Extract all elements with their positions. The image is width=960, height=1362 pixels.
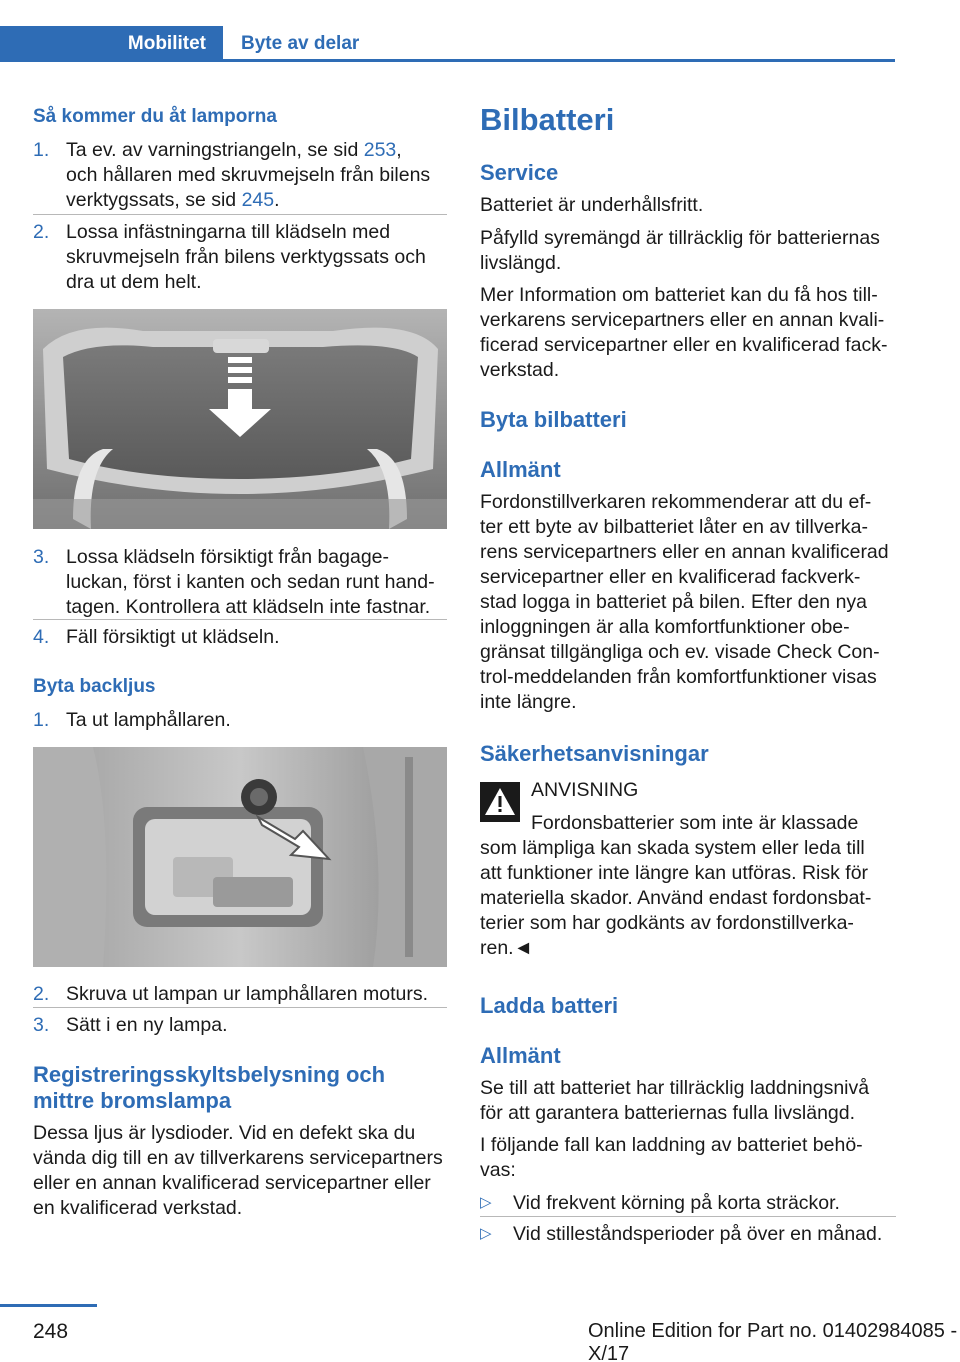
warning-label: ANVISNING <box>531 779 639 801</box>
edition-text: Online Edition for Part no. 01402984085 - X/17 <box>588 1320 958 1362</box>
heading-service: Service <box>480 160 559 185</box>
heading-general: Allmänt <box>480 457 561 482</box>
charge-p1: Se till att batteriet har tillräcklig laddningsnivå för att garantera batteriernas fulla livslängd. <box>480 1077 870 1124</box>
warning-icon <box>480 782 520 822</box>
heading-charge: Ladda batteri <box>480 993 619 1018</box>
page-number: 248 <box>33 1320 69 1343</box>
heading-replace-battery: Byta bilbatteri <box>480 407 627 432</box>
service-p3: Mer Information om batteriet kan du få hos till- verkarens servicepartners eller en annan kvali- ficerad servicepartner eller en kvalificerad fack- verkstad. <box>480 284 888 381</box>
heading-backlight: Byta backljus <box>33 676 156 697</box>
heading-plate-light: Registreringsskyltsbelysning och mittre bromslampa <box>33 1062 386 1113</box>
trunk-lid-figure <box>33 309 447 529</box>
plate-light-text: Dessa ljus är lysdioder. Vid en defekt ska du vända dig till en av tillverkarens servicepartners eller en annan kvalificerad servicepartner eller en kvalificerad verkstad. <box>33 1122 443 1219</box>
heading-safety: Säkerhetsanvisningar <box>480 741 709 766</box>
page-link-253[interactable]: 253 <box>363 139 397 161</box>
charge-p2: I följande fall kan laddning av batteriet behö- vas: <box>480 1134 863 1181</box>
bullet-triangle-icon: ▷ <box>480 1194 492 1211</box>
section-tab: Mobilitet <box>0 26 223 62</box>
service-p1: Batteriet är underhållsfritt. <box>480 194 704 216</box>
lamp-holder-figure <box>33 747 447 967</box>
service-p2: Påfylld syremängd är tillräcklig för batteriernas livslängd. <box>480 227 880 274</box>
warning-text: som lämpliga kan skada system eller leda till att funktioner inte längre kan utföras. Risk för materiella skador. Använd endast fordonsbat- terier som har godkänts av fordonstillverka- ren.◄ <box>480 837 872 959</box>
heading-access-lamps: Så kommer du åt lamporna <box>33 106 277 127</box>
warning-text-first: Fordonsbatterier som inte är klassade <box>531 812 859 834</box>
footer-rule <box>0 1304 97 1307</box>
title-battery: Bilbatteri <box>480 102 615 137</box>
general-text: Fordonstillverkaren rekommenderar att du ef- ter ett byte av bilbatteriet låter en av tillverka- rens servicepartners eller en annan kvalificerad servicepartner eller en kvalificerad fackverk- stad logga in batteriet på bilen. Efter den nya inloggningen är alla komfortfunktioner obe- gränsat tillgängliga och ev. visade Check Con- trol-meddelanden från komfortfunktioner visas inte längre. <box>480 491 889 713</box>
page-link-245[interactable]: 245 <box>241 189 275 211</box>
heading-general-2: Allmänt <box>480 1043 561 1068</box>
page-header <box>0 26 895 62</box>
chapter-tab: Byte av delar <box>223 26 895 62</box>
bullet-triangle-icon: ▷ <box>480 1225 492 1242</box>
